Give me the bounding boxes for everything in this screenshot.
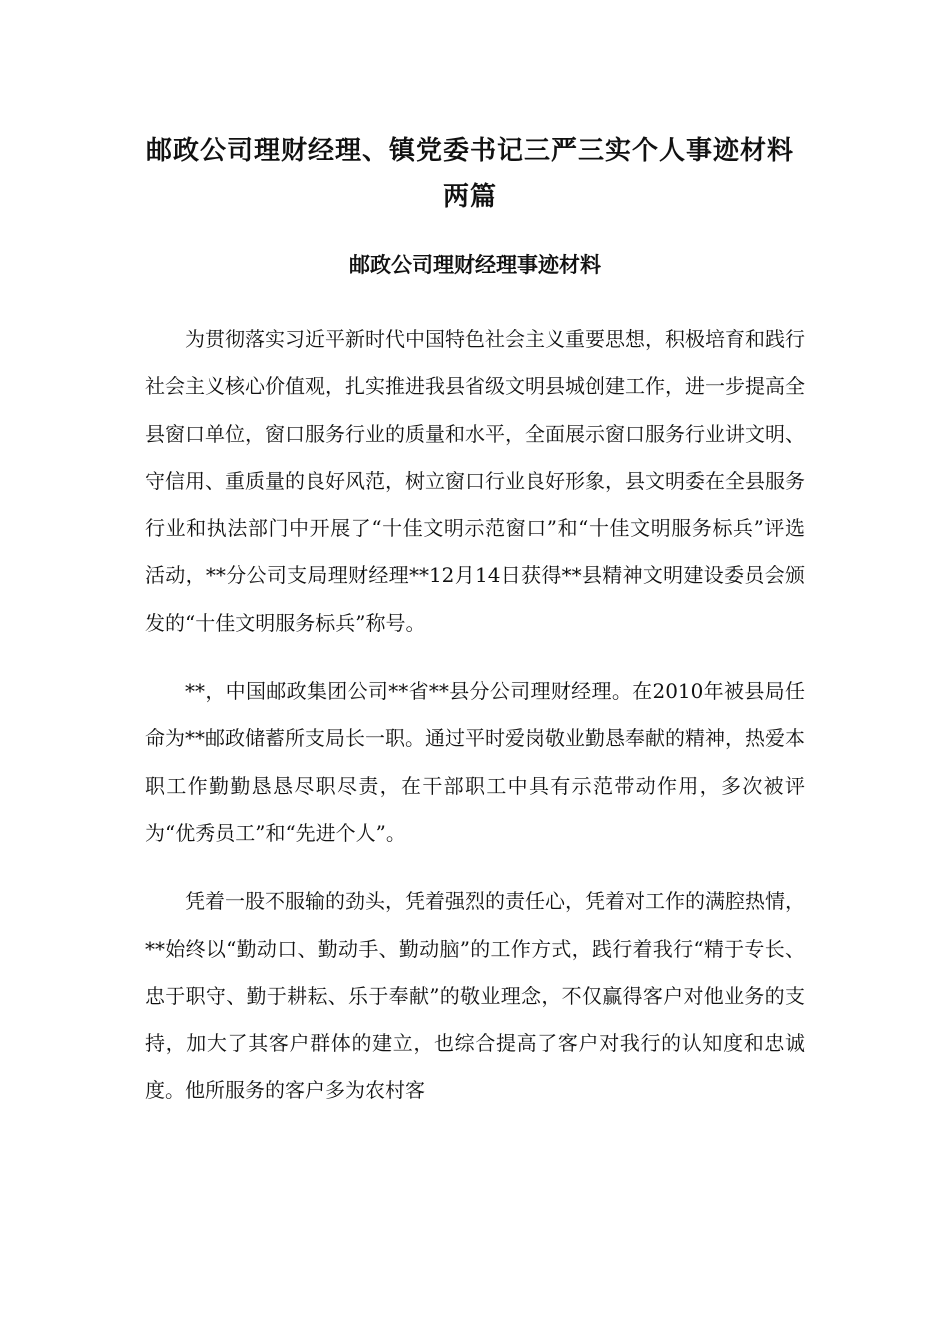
document-page — [145, 128, 805, 1115]
body-paragraph-2: **，中国邮政集团公司**省**县分公司理财经理。在2010年被县局任命为**邮政储蓄所支局长一职。通过平时爱岗敬业勤恳奉献的精神，热爱本职工作勤勤恳恳尽职尽责，在干部职工中具有示范带动作用，多次被评为“优秀员工”和“先进个人”。 — [145, 679, 805, 845]
body-paragraph-3: 凭着一股不服输的劲头，凭着强烈的责任心，凭着对工作的满腔热情，**始终以“勤动口、勤动手、勤动脑”的工作方式，践行着我行“精于专长、忠于职守、勤于耕耘、乐于奉献”的敬业理念，不仅赢得客户对他业务的支持，加大了其客户群体的建立，也综合提高了客户对我行的认知度和忠诚度。他所服务的客户多为农村客 — [145, 889, 805, 1103]
document-title: 邮政公司理财经理、镇党委书记三严三实个人事迹材料两篇 — [145, 136, 794, 212]
body-paragraph-1: 为贯彻落实习近平新时代中国特色社会主义重要思想，积极培育和践行社会主义核心价值观，扎实推进我县省级文明县城创建工作，进一步提高全县窗口单位，窗口服务行业的质量和水平，全面展示窗口服务行业讲文明、守信用、重质量的良好风范，树立窗口行业良好形象，县文明委在全县服务行业和执法部门中开展了“十佳文明示范窗口”和“十佳文明服务标兵”评选活动，**分公司支局理财经理**12月14日获得**县精神文明建设委员会颁发的“十佳文明服务标兵”称号。 — [145, 327, 805, 635]
document-subtitle: 邮政公司理财经理事迹材料 — [349, 252, 601, 277]
